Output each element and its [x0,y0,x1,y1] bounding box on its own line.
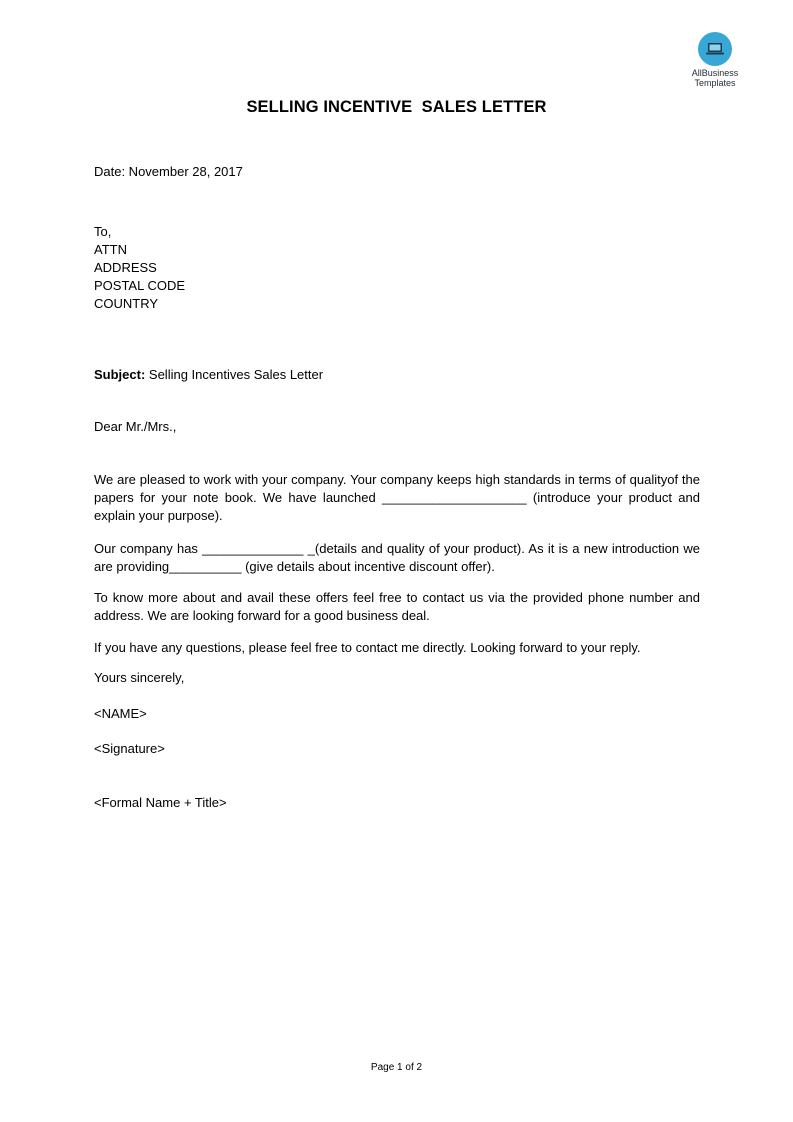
signature-placeholder: <Signature> [94,741,165,756]
subject-label: Subject: [94,367,146,382]
letter-date: Date: November 28, 2017 [94,164,243,179]
recipient-attn: ATTN [94,242,127,257]
paragraph-contact: To know more about and avail these offers feel free to contact us via the provided phone number and address. We are looking forward for a good business deal. [94,590,700,623]
subject-text: Selling Incentives Sales Letter [145,367,324,382]
recipient-postal-code: POSTAL CODE [94,278,186,293]
recipient-to: To, [94,224,112,239]
paragraph-intro: We are pleased to work with your company. Your company keeps high standards in terms of qualityof the papers for your note book. We have launched ____________________ (introduce your product and explain your purpose). [94,472,700,523]
letter-subject [94,366,700,384]
recipient-country: COUNTRY [94,296,159,311]
paragraph-questions: If you have any questions, please feel free to contact me directly. Looking forward to your reply. [94,640,641,655]
paragraph-offer: Our company has ______________ _(details and quality of your product). As it is a new introduction we are providing__________ (give details about incentive discount offer). [94,541,700,574]
salutation: Dear Mr./Mrs., [94,419,177,434]
logo-text [676,68,754,88]
letter-title: SELLING INCENTIVE SALES LETTER [246,98,547,116]
logo-line-2: Templates [694,78,736,88]
formal-name-placeholder: <Formal Name + Title> [94,795,227,810]
recipient-address-line: ADDRESS [94,260,157,275]
laptop-icon [698,32,732,66]
page-number: Page 1 of 2 [370,1062,423,1073]
recipient-address [94,223,700,313]
brand-logo [676,32,754,88]
logo-line-1: AllBusiness [691,68,739,78]
name-placeholder: <NAME> [94,706,147,721]
closing: Yours sincerely, [94,670,185,685]
